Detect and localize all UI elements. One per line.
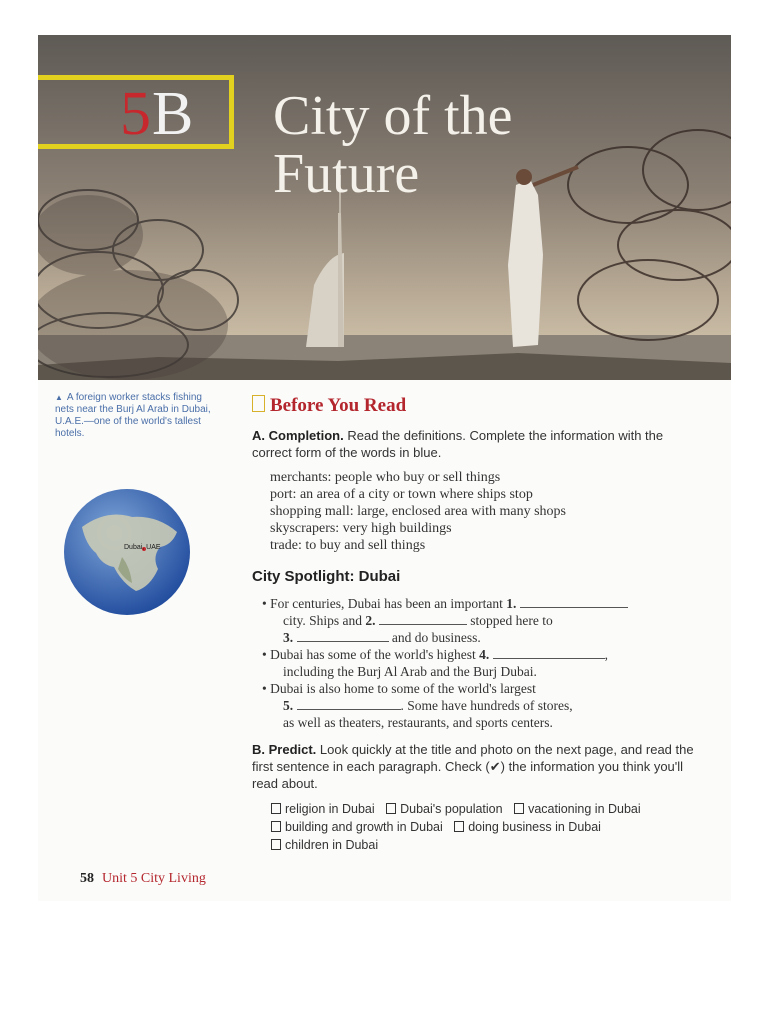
spotlight-heading: City Spotlight: Dubai <box>252 568 401 585</box>
checkbox-icon[interactable] <box>386 803 396 814</box>
exercise-a-instructions <box>252 427 704 461</box>
option-label: building and growth in Dubai <box>285 820 443 834</box>
option-population[interactable] <box>386 802 502 816</box>
checkbox-icon[interactable] <box>271 839 281 850</box>
blank-number: 2. <box>365 613 376 628</box>
blank-1[interactable] <box>520 595 628 608</box>
textbook-page <box>38 35 731 901</box>
exercise-b-instructions <box>252 741 704 792</box>
blank-number: 3. <box>283 630 294 645</box>
blank-5[interactable] <box>297 697 401 710</box>
checkbox-icon[interactable] <box>271 821 281 832</box>
bullet-text: . Some have hundreds of stores, <box>400 698 573 713</box>
option-religion[interactable] <box>271 802 375 816</box>
bullet-text: • For centuries, Dubai has been an important <box>262 596 507 611</box>
checkbox-icon[interactable] <box>454 821 464 832</box>
bullet-text: including the Burj Al Arab and the Burj Dubai. <box>283 664 537 679</box>
option-label: religion in Dubai <box>285 802 375 816</box>
option-label: doing business in Dubai <box>468 820 601 834</box>
bullet-text: • Dubai is also home to some of the world's largest <box>262 681 536 696</box>
globe-label: Dubai, UAE <box>124 544 161 551</box>
definition-item: skyscrapers: very high buildings <box>270 521 452 536</box>
option-label: Dubai's population <box>400 802 503 816</box>
globe-map <box>62 487 192 617</box>
blank-number: 5. <box>283 698 294 713</box>
exercise-a-label: A. Completion. <box>252 428 344 443</box>
photo-caption <box>55 392 215 440</box>
bullet-text: • Dubai has some of the world's highest <box>262 647 480 662</box>
page-number: 58 <box>80 871 94 886</box>
option-business[interactable] <box>454 820 601 834</box>
option-building[interactable] <box>271 820 443 834</box>
blank-2[interactable] <box>379 612 467 625</box>
checkbox-icon[interactable] <box>514 803 524 814</box>
definitions-list <box>270 469 566 554</box>
definition-item: merchants: people who buy or sell things <box>270 470 501 485</box>
title-line-2: Future <box>273 143 420 205</box>
blank-3[interactable] <box>297 629 389 642</box>
section-heading <box>252 395 406 417</box>
checkbox-icon[interactable] <box>271 803 281 814</box>
bullet-text: as well as theaters, restaurants, and sports centers. <box>283 715 553 730</box>
triangle-icon: ▲ <box>55 393 63 402</box>
definition-item: port: an area of a city or town where ships stop <box>270 487 533 502</box>
spotlight-bullets <box>262 595 702 731</box>
definition-item: trade: to buy and sell things <box>270 538 426 553</box>
page-title <box>273 87 513 203</box>
unit-letter: B <box>152 80 195 148</box>
blank-number: 4. <box>479 647 490 662</box>
page-footer <box>80 871 206 887</box>
exercise-b-text: Look quickly at the title and photo on the next page, and read the first sentence in each paragraph. Check (✔) the information you think you'll read about. <box>252 742 694 791</box>
option-vacationing[interactable] <box>514 802 641 816</box>
square-icon <box>252 395 265 412</box>
caption-text: A foreign worker stacks fishing nets near the Burj Al Arab in Dubai, U.A.E.—one of the world's tallest hotels. <box>55 392 211 439</box>
option-label: vacationing in Dubai <box>528 802 641 816</box>
footer-unit: Unit 5 City Living <box>102 871 206 886</box>
blank-number: 1. <box>506 596 517 611</box>
section-heading-text: Before You Read <box>270 395 407 416</box>
unit-code <box>120 80 195 148</box>
bullet-text: , <box>604 647 609 662</box>
definition-item: shopping mall: large, enclosed area with many shops <box>270 504 567 519</box>
unit-number: 5 <box>120 80 152 148</box>
title-line-1: City of the <box>273 85 513 147</box>
blank-4[interactable] <box>493 646 605 659</box>
predict-options <box>271 800 649 854</box>
exercise-a-text: Read the definitions. Complete the information with the correct form of the words in blue. <box>252 428 664 460</box>
option-label: children in Dubai <box>285 838 379 852</box>
bullet-text: and do business. <box>391 630 481 645</box>
exercise-b-label: B. Predict. <box>252 742 317 757</box>
bullet-text: city. Ships and <box>283 613 366 628</box>
option-children[interactable] <box>271 838 378 852</box>
bullet-text: stopped here to <box>470 613 553 628</box>
